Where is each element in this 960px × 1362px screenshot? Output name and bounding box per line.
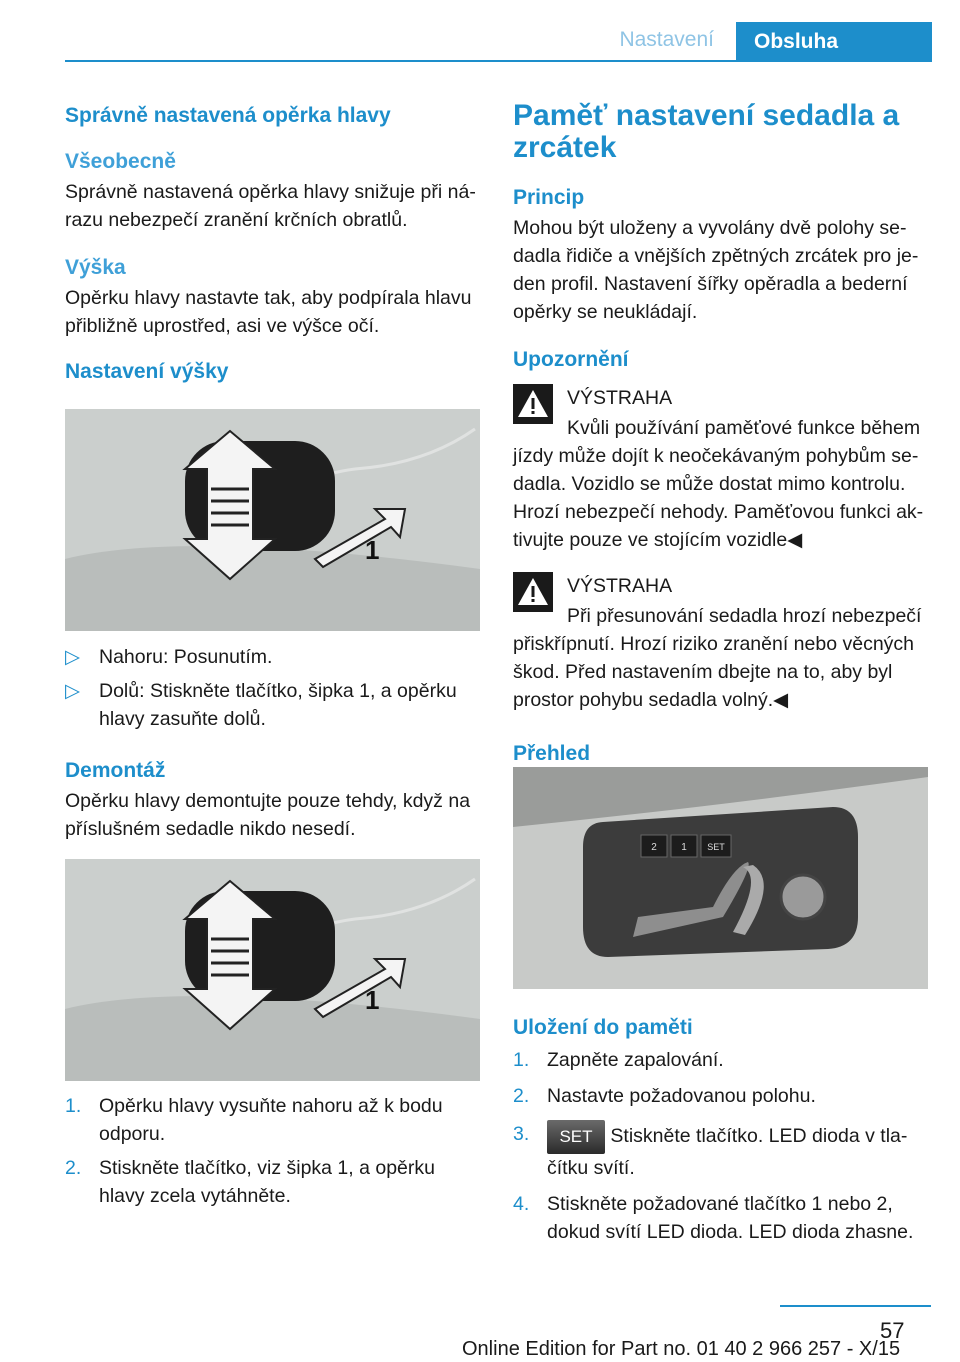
- triangle-bullet-icon: ▷: [65, 646, 80, 668]
- triangle-bullet-icon: ▷: [65, 680, 80, 702]
- headrest-removal-image: [65, 859, 480, 1081]
- image2-callout-label: 1: [365, 985, 380, 1015]
- headrest-illustration: [65, 859, 480, 1081]
- warning-icon: [513, 572, 553, 612]
- seat-controls-illustration: [513, 767, 928, 989]
- left-column: [65, 100, 480, 384]
- memory-store-section: [513, 1016, 931, 1246]
- footer-rule: [780, 1305, 931, 1307]
- step-number: 2.: [513, 1085, 530, 1107]
- paragraph-removal: Opěrku hlavy demontujte pouze tehdy, když na příslušném sedadle nikdo nesedí.: [65, 790, 471, 840]
- memory-button-1: 1: [681, 842, 687, 853]
- list-item-text: Dolů: Stiskněte tlačítko, šipka 1, a opěrku hlavy zasuňte dolů.: [99, 680, 457, 730]
- paragraph-height: Opěrku hlavy nastavte tak, aby podpírala hlavu přibližně uprostřed, asi ve výšce očí.: [65, 287, 472, 337]
- tab-obsluha[interactable]: Obsluha: [736, 22, 932, 62]
- headrest-illustration: [65, 409, 480, 631]
- subsection-notes: Upozornění: [513, 348, 629, 371]
- list-adjust-height: [65, 643, 480, 843]
- tab-nastaveni[interactable]: Nastavení: [619, 28, 714, 51]
- edition-note: Online Edition for Part no. 01 40 2 966 257 - X/15: [462, 1338, 901, 1360]
- warning-block-1: [513, 384, 931, 554]
- page-header: [0, 0, 960, 62]
- list-item-text: Nastavte požadovanou polohu.: [547, 1085, 816, 1107]
- step-number: 1.: [513, 1049, 530, 1071]
- paragraph-general: Správně nastavená opěrka hlavy snižuje při ná‐razu nebezpečí zranění krčních obratlů.: [65, 181, 476, 231]
- list-item: [513, 1046, 931, 1074]
- right-column: [513, 100, 931, 766]
- header-rule: [65, 60, 931, 62]
- warning-block-2: [513, 572, 931, 714]
- page-number: 57: [880, 1318, 905, 1343]
- memory-button-2: 2: [651, 842, 657, 853]
- subsection-adjust-height: Nastavení výšky: [65, 360, 229, 383]
- warning-heading: VÝSTRAHA: [567, 575, 673, 597]
- subsection-overview: Přehled: [513, 742, 591, 765]
- set-button-icon: SET: [547, 1120, 605, 1154]
- section-title-headrest: Správně nastavená opěrka hlavy: [65, 104, 391, 127]
- headrest-height-image: [65, 409, 480, 631]
- subsection-general: Všeobecně: [65, 150, 176, 173]
- list-item-text: Zapněte zapalování.: [547, 1049, 724, 1071]
- warning-text: Kvůli používání paměťové funkce během jízdy může dojít k neočekávaným pohybům se‐dadla. Vozidlo se může dostat mimo kontrolu. Hrozí nebezpečí nehody. Paměťovou funkci ak‐tivujte pouze ve stojícím vozidle◀: [513, 417, 924, 551]
- warning-heading: VÝSTRAHA: [567, 387, 673, 409]
- list-removal-steps: [65, 1092, 480, 1210]
- step-number: 2.: [65, 1157, 82, 1179]
- subsection-store-memory: Uložení do paměti: [513, 1016, 693, 1039]
- list-item: [65, 677, 480, 733]
- list-item-text: Opěrku hlavy vysuňte nahoru až k bodu odporu.: [99, 1095, 443, 1145]
- seat-controls-image: [513, 767, 928, 989]
- image1-callout-label: 1: [365, 535, 380, 565]
- step-number: 1.: [65, 1095, 82, 1117]
- memory-button-set: SET: [707, 842, 725, 852]
- list-item: [65, 643, 480, 671]
- step-number: 3.: [513, 1123, 530, 1145]
- list-item-text: Stiskněte tlačítko. LED dioda v tla‐čítku svítí.: [547, 1125, 908, 1179]
- subsection-principle: Princip: [513, 186, 585, 209]
- list-item: [513, 1120, 931, 1182]
- warning-icon: [513, 384, 553, 424]
- list-item: [65, 1154, 480, 1210]
- list-item-text: Stiskněte tlačítko, viz šipka 1, a opěrku hlavy zcela vytáhněte.: [99, 1157, 435, 1207]
- step-number: 4.: [513, 1193, 530, 1215]
- list-item: [513, 1082, 931, 1110]
- list-item-text: Nahoru: Posunutím.: [99, 646, 273, 668]
- warning-text: Při přesunování sedadla hrozí nebezpečí přiskřípnutí. Hrozí riziko zranění nebo věcných škod. Před nastavením dbejte na to, aby byl prostor pohybu sedadla volný.◀: [513, 605, 922, 711]
- section-title-memory: Paměť nastavení sedadla a zrcátek: [513, 99, 900, 164]
- subsection-removal: Demontáž: [65, 759, 166, 782]
- list-item: [513, 1190, 931, 1246]
- paragraph-principle: Mohou být uloženy a vyvolány dvě polohy se‐dadla řidiče a vnějších zpětných zrcátek pro je‐den profil. Nastavení šířky opěradla a bederní opěrky se neukládají.: [513, 217, 919, 323]
- list-item: [65, 1092, 480, 1148]
- subsection-height: Výška: [65, 256, 126, 279]
- list-item-text: Stiskněte požadované tlačítko 1 nebo 2, dokud svítí LED dioda. LED dioda zhasne.: [547, 1193, 914, 1243]
